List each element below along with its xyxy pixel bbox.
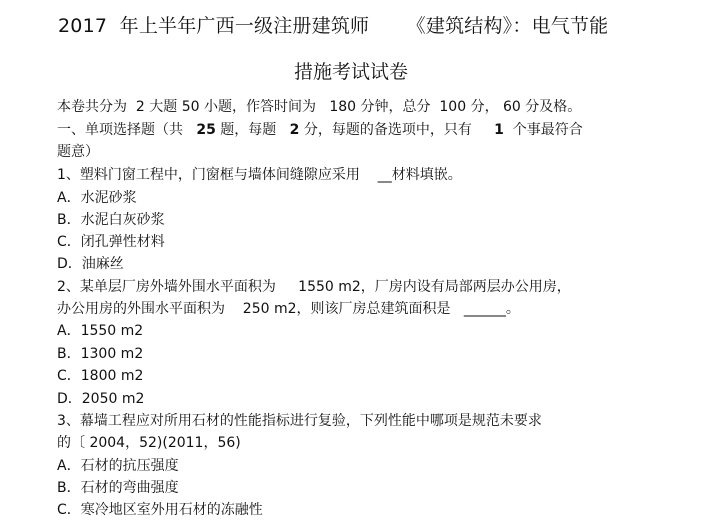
question-option: D．2050 m2 — [57, 391, 145, 407]
question-count: 25 — [196, 122, 216, 138]
points-per-question: 2 — [289, 122, 300, 138]
question-option: C．闭孔弹性材料 — [57, 234, 165, 250]
question-stem-continuation: 办公用房的外围水平面积为 250 m2，则该厂房总建筑面积是 ______。 — [57, 301, 520, 317]
question-option: A．水泥砂浆 — [57, 190, 137, 206]
correct-option-count: 1 — [494, 122, 504, 138]
question-option: A．1550 m2 — [57, 323, 144, 339]
question-option: B．水泥白灰砂浆 — [57, 212, 165, 228]
section-heading-text: 分，每题的备选项中，只有 — [299, 122, 495, 138]
section-heading-text: 一、单项选择题（共 — [57, 122, 197, 138]
question-stem: 2、某单层厂房外墙外围水平面积为 1550 m2，厂房内设有局部两层办公用房， — [57, 279, 571, 295]
document-title: 2017 年上半年广西一级注册建筑师 《建筑结构》：电气节能 — [58, 15, 609, 37]
question-stem-continuation: 的〔 2004，52)(2011，56) — [57, 435, 241, 451]
document-subtitle: 措施考试试卷 — [293, 61, 408, 83]
section-heading-continuation: 题意） — [57, 144, 99, 160]
question-option: C．寒冷地区室外用石材的冻融性 — [57, 502, 263, 518]
section-heading — [57, 120, 583, 140]
question-option: B．1300 m2 — [57, 346, 144, 362]
question-option: D．油麻丝 — [57, 256, 124, 272]
question-option: A．石材的抗压强度 — [57, 458, 179, 474]
section-heading-text: 个事最符合 — [503, 122, 583, 138]
question-stem: 1、塑料门窗工程中，门窗框与墙体间缝隙应采用 __材料填嵌。 — [57, 167, 462, 183]
question-stem: 3、幕墙工程应对所用石材的性能指标进行复验，下列性能中哪项是规范未要求 — [57, 413, 542, 429]
exam-intro: 本卷共分为 2 大题 50 小题，作答时间为 180 分钟，总分 100 分， 60 分及格。 — [57, 99, 582, 115]
question-option: B．石材的弯曲强度 — [57, 480, 179, 496]
section-heading-text: 题，每题 — [215, 122, 290, 138]
question-option: C．1800 m2 — [57, 368, 144, 384]
